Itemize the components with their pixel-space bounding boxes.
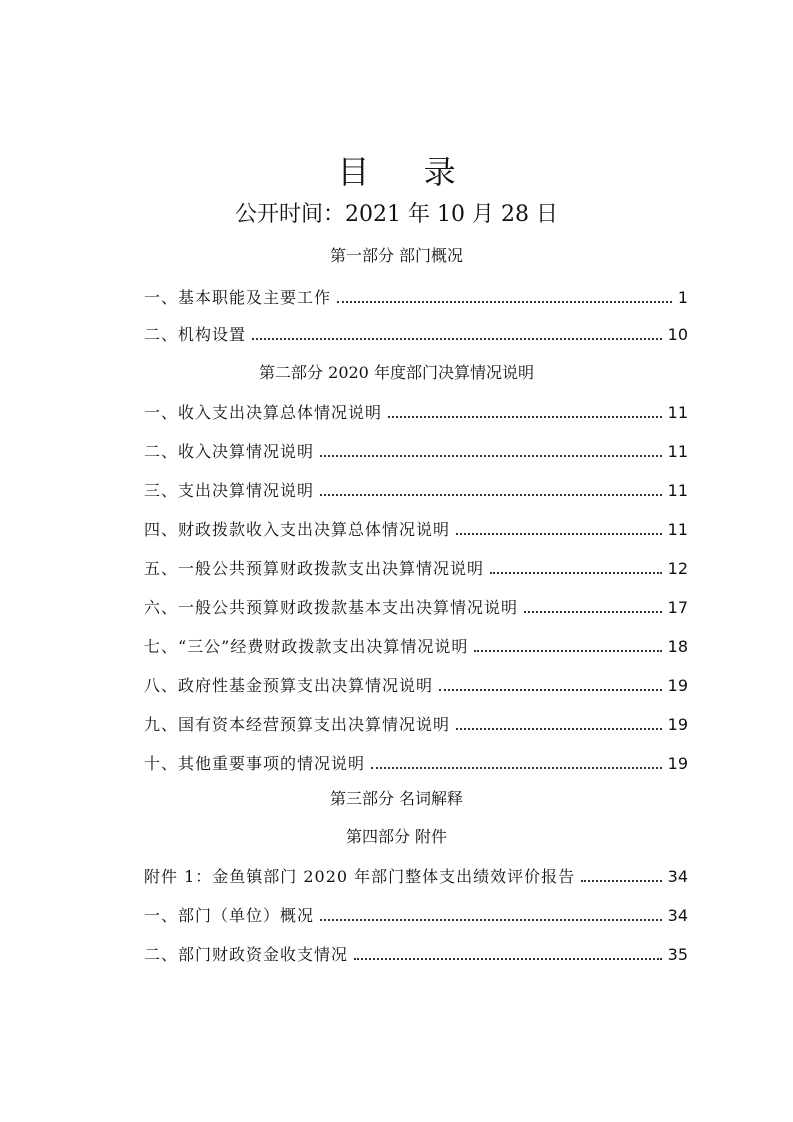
toc-entry-label: 一、部门（单位）概况 — [144, 906, 315, 925]
dot-leader — [439, 689, 662, 691]
section-heading: 第三部分 名词解释 — [329, 789, 464, 808]
dot-leader — [456, 728, 662, 730]
dot-leader — [320, 919, 662, 921]
dot-leader — [490, 572, 662, 574]
toc-entry-page: 34 — [667, 867, 688, 886]
toc-entry-page: 11 — [667, 481, 688, 500]
dot-leader — [371, 767, 662, 769]
toc-entry-page: 17 — [667, 598, 688, 617]
dot-leader — [320, 494, 662, 496]
dot-leader — [252, 338, 662, 340]
toc-entry[interactable] — [144, 478, 688, 502]
toc-entry[interactable] — [144, 864, 688, 888]
toc-entry-label: 七、“三公”经费财政拨款支出决算情况说明 — [144, 637, 469, 656]
toc-entry[interactable] — [144, 712, 688, 736]
toc-entry-label: 六、一般公共预算财政拨款基本支出决算情况说明 — [144, 598, 519, 617]
toc-entry-page: 11 — [667, 520, 688, 539]
dot-leader — [320, 455, 662, 457]
dot-leader — [388, 416, 662, 418]
toc-entry-page: 35 — [667, 945, 688, 964]
dot-leader — [474, 650, 661, 652]
toc-entry[interactable] — [144, 285, 688, 309]
toc-entry-page: 19 — [667, 715, 688, 734]
page-title: 目 录 — [337, 153, 478, 191]
toc-entry-label: 四、财政拨款收入支出决算总体情况说明 — [144, 520, 451, 539]
publication-date: 公开时间：2021 年 10 月 28 日 — [235, 202, 558, 227]
toc-entry-label: 一、收入支出决算总体情况说明 — [144, 403, 383, 422]
toc-entry-page: 18 — [667, 637, 688, 656]
toc-entry-page: 10 — [667, 325, 688, 344]
toc-entry-label: 十、其他重要事项的情况说明 — [144, 754, 366, 773]
toc-entry[interactable] — [144, 517, 688, 541]
toc-entry[interactable] — [144, 751, 688, 775]
toc-entry[interactable] — [144, 595, 688, 619]
toc-entry[interactable] — [144, 556, 688, 580]
toc-entry[interactable] — [144, 942, 688, 966]
toc-entry-page: 11 — [667, 403, 688, 422]
toc-entry-label: 八、政府性基金预算支出决算情况说明 — [144, 676, 434, 695]
toc-entry-page: 19 — [667, 676, 688, 695]
toc-entry-page: 34 — [667, 906, 688, 925]
toc-entry-label: 二、部门财政资金收支情况 — [144, 945, 349, 964]
dot-leader — [581, 880, 661, 882]
toc-entry-page: 1 — [677, 288, 688, 307]
toc-entry[interactable] — [144, 903, 688, 927]
toc-entry-label: 一、基本职能及主要工作 — [144, 288, 332, 307]
section-heading: 第二部分 2020 年度部门决算情况说明 — [259, 363, 534, 382]
toc-entry-label: 九、国有资本经营预算支出决算情况说明 — [144, 715, 451, 734]
dot-leader — [456, 533, 662, 535]
toc-entry-page: 19 — [667, 754, 688, 773]
toc-entry[interactable] — [144, 322, 688, 346]
toc-entry[interactable] — [144, 439, 688, 463]
section-heading: 第四部分 附件 — [345, 827, 448, 846]
toc-entry[interactable] — [144, 673, 688, 697]
toc-entry[interactable] — [144, 400, 688, 424]
toc-entry-label: 三、支出决算情况说明 — [144, 481, 315, 500]
toc-entry[interactable] — [144, 634, 688, 658]
dot-leader — [524, 611, 662, 613]
toc-entry-page: 11 — [667, 442, 688, 461]
dot-leader — [354, 958, 662, 960]
toc-entry-label: 二、机构设置 — [144, 325, 247, 344]
toc-entry-label: 附件 1：金鱼镇部门 2020 年部门整体支出绩效评价报告 — [144, 867, 576, 886]
toc-entry-page: 12 — [667, 559, 688, 578]
toc-entry-label: 二、收入决算情况说明 — [144, 442, 315, 461]
dot-leader — [337, 301, 672, 303]
section-heading: 第一部分 部门概况 — [329, 246, 464, 265]
toc-entry-label: 五、一般公共预算财政拨款支出决算情况说明 — [144, 559, 485, 578]
